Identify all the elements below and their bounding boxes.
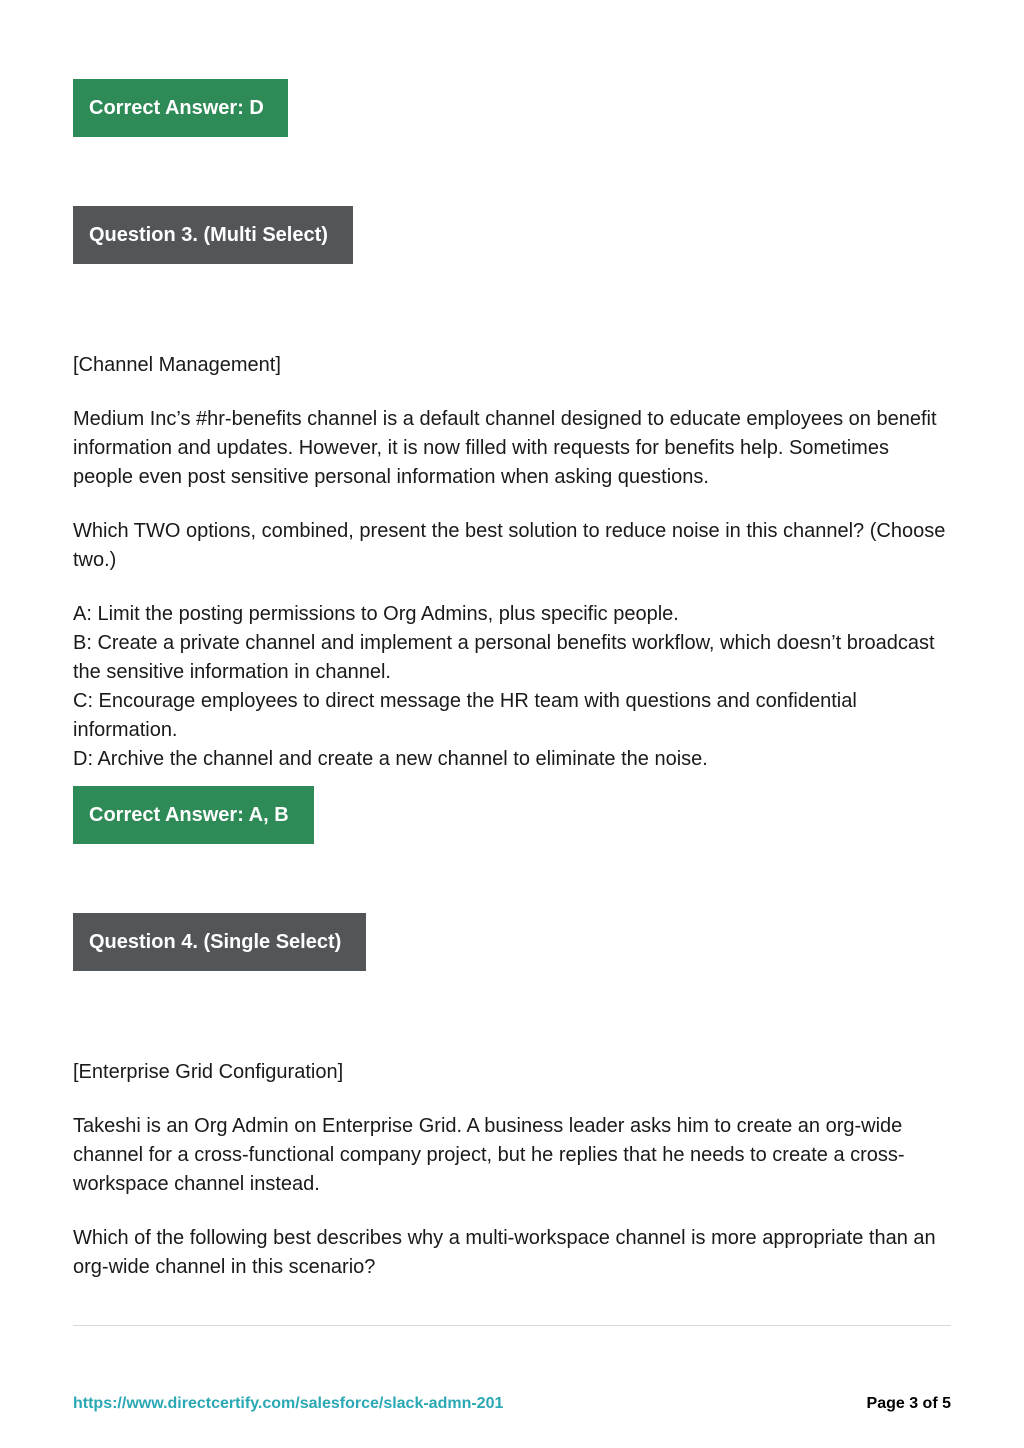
correct-answer-badge: Correct Answer: A, B	[73, 786, 314, 844]
footer-url-link[interactable]: https://www.directcertify.com/salesforce/slack-admn-201	[73, 1395, 504, 1412]
correct-answer-badge: Correct Answer: D	[73, 79, 288, 137]
question-4-prompt: Which of the following best describes why a multi-workspace channel is more appropriate than an org-wide channel in this scenario?	[73, 1227, 936, 1278]
option-c: C: Encourage employees to direct message the HR team with questions and confidential information.	[73, 690, 857, 741]
option-a: A: Limit the posting permissions to Org Admins, plus specific people.	[73, 603, 679, 625]
option-d: D: Archive the channel and create a new channel to eliminate the noise.	[73, 748, 708, 770]
question-3-header: Question 3. (Multi Select)	[73, 206, 353, 264]
question-4-category: [Enterprise Grid Configuration]	[73, 1061, 344, 1083]
question-3-scenario: Medium Inc’s #hr-benefits channel is a default channel designed to educate employees on benefit information and updates. However, it is now filled with requests for benefits help. Sometimes people even post sensitive personal information when asking questions.	[73, 408, 937, 488]
option-b: B: Create a private channel and implement a personal benefits workflow, which doesn’t broadcast the sensitive information in channel.	[73, 632, 935, 683]
question-4-header: Question 4. (Single Select)	[73, 913, 366, 971]
footer-divider	[73, 1325, 951, 1326]
question-3-category: [Channel Management]	[73, 354, 281, 376]
page-number: Page 3 of 5	[866, 1395, 951, 1412]
question-4-scenario: Takeshi is an Org Admin on Enterprise Grid. A business leader asks him to create an org-wide channel for a cross-functional company project, but he replies that he needs to create a cross-workspace channel instead.	[73, 1115, 905, 1195]
question-3-prompt: Which TWO options, combined, present the best solution to reduce noise in this channel? (Choose two.)	[73, 520, 946, 571]
question-3-options	[73, 600, 953, 774]
